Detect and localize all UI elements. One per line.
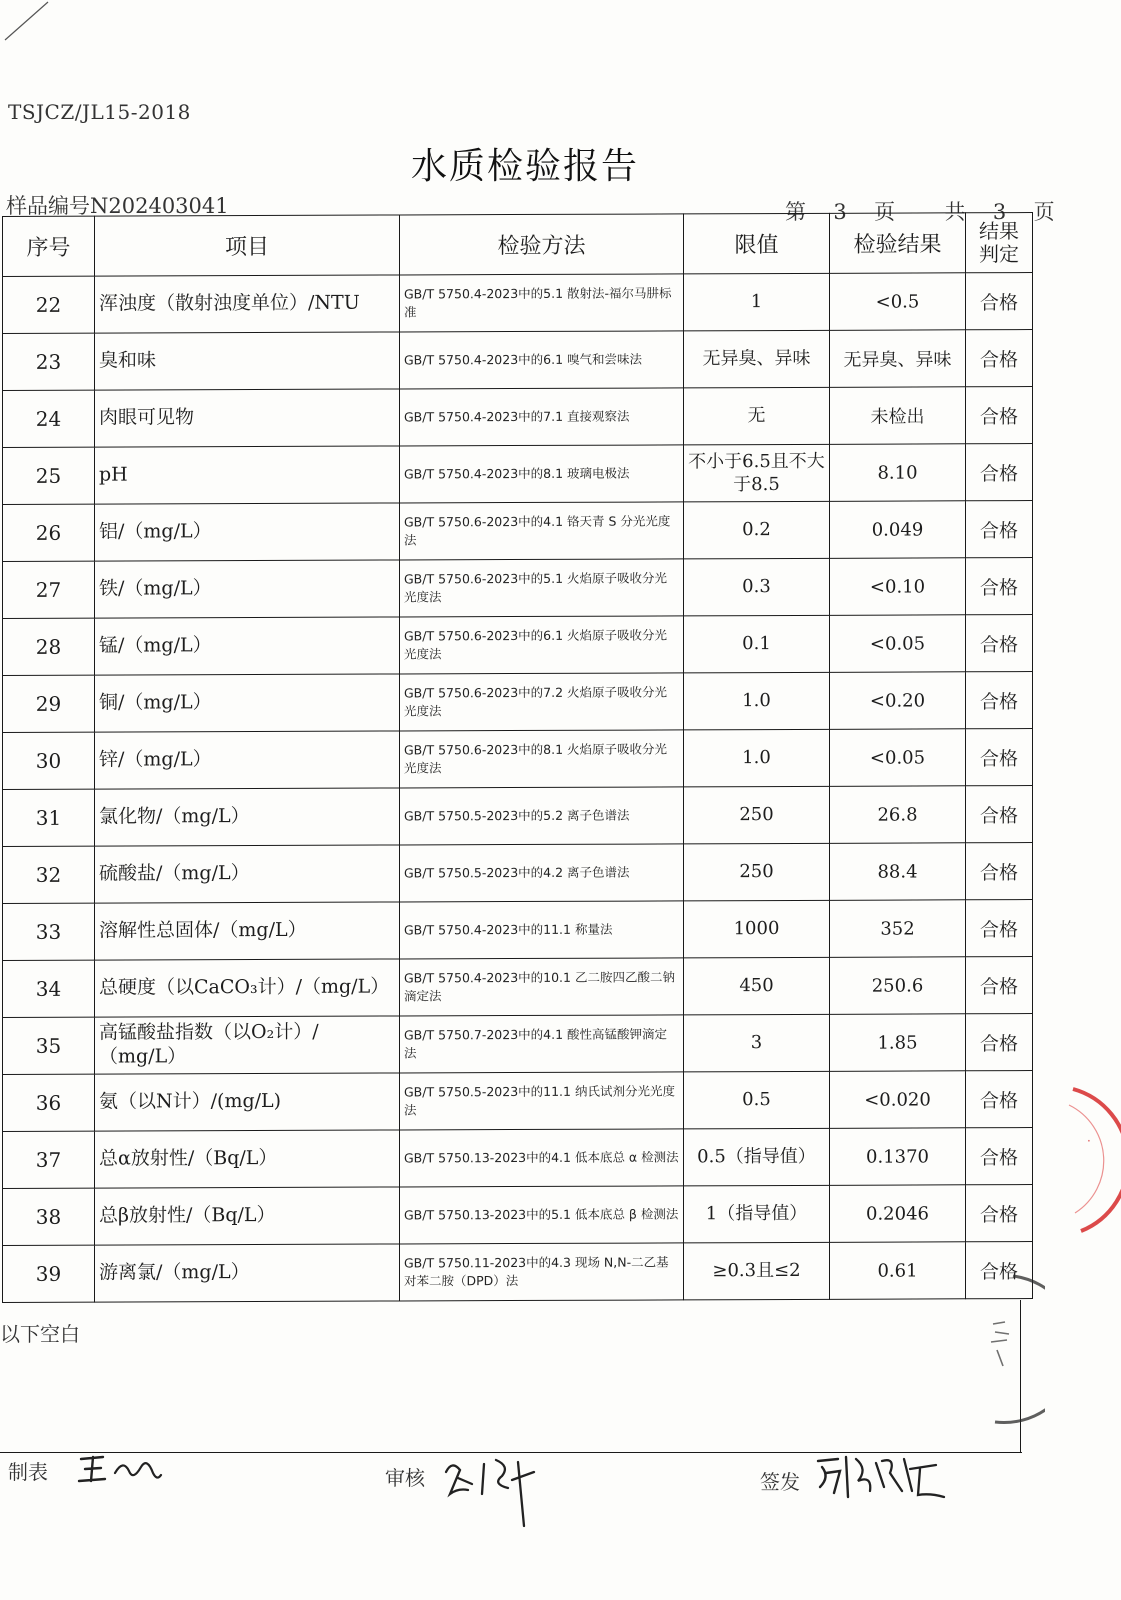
cell-item: 浑浊度（散射浊度单位）/NTU [95,275,400,333]
table-row [3,1071,1033,1132]
cell-verdict: 合格 [966,1014,1033,1071]
sample-number: 样品编号N202403041 [6,194,229,218]
cell-no: 34 [3,960,95,1017]
cell-item: 铜/（mg/L） [95,674,400,732]
cell-item: 总α放射性/（Bq/L） [95,1130,400,1188]
cell-method: GB/T 5750.5-2023中的5.2 离子色谱法 [400,787,684,845]
table-row [3,615,1033,676]
cell-verdict: 合格 [966,1242,1033,1299]
column-header-verdict: 结果判定 [966,213,1033,273]
cell-result: <0.20 [830,672,966,730]
cell-item: 总β放射性/（Bq/L） [95,1187,400,1245]
cell-limit: 1.0 [684,672,830,730]
cell-limit: 无 [684,387,830,445]
cell-method: GB/T 5750.4-2023中的8.1 玻璃电极法 [400,445,684,503]
cell-limit: 450 [684,957,830,1015]
cell-verdict: 合格 [966,843,1033,900]
cell-no: 36 [3,1074,95,1131]
cell-result: 未检出 [830,387,966,445]
cell-no: 26 [3,504,95,561]
cell-limit: 0.2 [684,501,830,559]
cell-result: 0.1370 [830,1128,966,1186]
cell-verdict: 合格 [966,900,1033,957]
red-seal-stamp [1061,1085,1121,1235]
cell-result: 88.4 [830,843,966,901]
table-row [3,501,1033,562]
cell-result: <0.020 [830,1071,966,1129]
cell-verdict: 合格 [966,1128,1033,1185]
cell-method: GB/T 5750.6-2023中的8.1 火焰原子吸收分光光度法 [400,730,684,788]
cell-method: GB/T 5750.4-2023中的6.1 嗅气和尝味法 [400,331,684,389]
table-row [3,672,1033,733]
cell-no: 39 [3,1245,95,1302]
cell-limit: 0.5（指导值） [684,1128,830,1186]
cell-item: pH [95,446,400,504]
cell-no: 28 [3,618,95,675]
cell-item: 铝/（mg/L） [95,503,400,561]
prepared-label: 制表 [8,1460,48,1484]
cell-no: 31 [3,789,95,846]
cell-item: 铁/（mg/L） [95,560,400,618]
cell-verdict: 合格 [966,957,1033,1014]
table-row [3,1014,1033,1075]
cell-item: 硫酸盐/（mg/L） [95,845,400,903]
cell-verdict: 合格 [966,330,1033,387]
blank-note: 以下空白 [0,1322,80,1346]
cell-limit: 250 [684,786,830,844]
cell-limit: 250 [684,843,830,901]
issued-signature [812,1447,952,1507]
cell-result: 26.8 [830,786,966,844]
cell-verdict: 合格 [966,729,1033,786]
seal-stamp-faded [975,1270,1045,1430]
page-title: 水质检验报告 [410,146,639,187]
cell-item: 氯化物/（mg/L） [95,788,400,846]
cell-limit: 不小于6.5且不大于8.5 [684,444,830,502]
prepared-signature [75,1445,165,1490]
cell-verdict: 合格 [966,672,1033,729]
cell-no: 35 [3,1017,95,1074]
cell-no: 24 [3,390,95,447]
cell-verdict: 合格 [966,501,1033,558]
cell-method: GB/T 5750.6-2023中的7.2 火焰原子吸收分光光度法 [400,673,684,731]
cell-result: 8.10 [830,444,966,502]
cell-method: GB/T 5750.11-2023中的4.3 现场 N,N-二乙基对苯二胺（DPD）法 [400,1243,684,1301]
cell-verdict: 合格 [966,273,1033,330]
cell-limit: 0.5 [684,1071,830,1129]
cell-method: GB/T 5750.4-2023中的7.1 直接观察法 [400,388,684,446]
page-word: 页 [874,200,896,224]
cell-result: 无异臭、异味 [830,330,966,388]
cell-method: GB/T 5750.6-2023中的6.1 火焰原子吸收分光光度法 [400,616,684,674]
reviewed-signature [438,1450,548,1530]
cell-result: 0.2046 [830,1185,966,1243]
cell-no: 29 [3,675,95,732]
cell-method: GB/T 5750.5-2023中的4.2 离子色谱法 [400,844,684,902]
table-row [3,786,1033,847]
table-row [3,1242,1033,1303]
cell-item: 游离氯/（mg/L） [95,1244,400,1302]
cell-no: 38 [3,1188,95,1245]
cell-no: 27 [3,561,95,618]
cell-verdict: 合格 [966,1071,1033,1128]
cell-method: GB/T 5750.5-2023中的11.1 纳氏试剂分光光度法 [400,1072,684,1130]
table-row [3,729,1033,790]
table-row [3,330,1033,391]
cell-item: 高锰酸盐指数（以O₂计）/（mg/L） [95,1016,400,1074]
cell-no: 22 [3,276,95,333]
table-row [3,444,1033,505]
cell-no: 30 [3,732,95,789]
cell-method: GB/T 5750.13-2023中的4.1 低本底总 α 检测法 [400,1129,684,1187]
cell-result: <0.05 [830,615,966,673]
svg-text:·: · [1087,1134,1091,1148]
corner-pen-mark [0,0,60,45]
cell-result: <0.05 [830,729,966,787]
table-row [3,273,1033,334]
page-current: 3 [833,200,847,224]
results-table [2,212,1033,1303]
cell-no: 23 [3,333,95,390]
table-row [3,1128,1033,1189]
cell-limit: 无异臭、异味 [684,330,830,388]
cell-method: GB/T 5750.6-2023中的4.1 铬天青 S 分光光度法 [400,502,684,560]
page-prefix: 第 [785,200,806,224]
cell-result: 0.61 [830,1242,966,1300]
document-code: TSJCZ/JL15-2018 [8,100,191,124]
cell-limit: 1 [684,273,830,331]
page-total-prefix: 共 [944,200,966,224]
column-header-no: 序号 [3,216,95,276]
cell-verdict: 合格 [966,387,1033,444]
table-row [3,387,1033,448]
reviewed-label: 审核 [385,1466,425,1490]
table-row [3,957,1033,1018]
table-row [3,1185,1033,1246]
cell-result: 1.85 [830,1014,966,1072]
page-total-word: 页 [1033,200,1055,224]
cell-limit: 1000 [684,900,830,958]
cell-verdict: 合格 [966,1185,1033,1242]
cell-no: 37 [3,1131,95,1188]
cell-result: <0.10 [830,558,966,616]
cell-item: 氨（以N计）/(mg/L) [95,1073,400,1131]
table-row [3,843,1033,904]
cell-no: 32 [3,846,95,903]
cell-limit: 3 [684,1014,830,1072]
cell-method: GB/T 5750.4-2023中的10.1 乙二胺四乙酸二钠滴定法 [400,958,684,1016]
page-total: 3 [992,200,1007,224]
cell-limit: ≥0.3且≤2 [684,1242,830,1300]
cell-limit: 1（指导值） [684,1185,830,1243]
cell-item: 锌/（mg/L） [95,731,400,789]
cell-method: GB/T 5750.6-2023中的5.1 火焰原子吸收分光光度法 [400,559,684,617]
cell-method: GB/T 5750.4-2023中的5.1 散射法-福尔马肼标准 [400,274,684,332]
cell-verdict: 合格 [966,615,1033,672]
column-header-method: 检验方法 [400,214,684,275]
cell-limit: 0.1 [684,615,830,673]
cell-method: GB/T 5750.4-2023中的11.1 称量法 [400,901,684,959]
cell-result: 250.6 [830,957,966,1015]
cell-verdict: 合格 [966,444,1033,501]
cell-item: 溶解性总固体/（mg/L） [95,902,400,960]
cell-item: 锰/（mg/L） [95,617,400,675]
cell-item: 臭和味 [95,332,400,390]
cell-no: 25 [3,447,95,504]
column-header-item: 项目 [95,215,400,276]
cell-verdict: 合格 [966,558,1033,615]
cell-result: 0.049 [830,501,966,559]
table-row [3,558,1033,619]
cell-result: <0.5 [830,273,966,331]
cell-verdict: 合格 [966,786,1033,843]
cell-limit: 1.0 [684,729,830,787]
cell-method: GB/T 5750.7-2023中的4.1 酸性高锰酸钾滴定法 [400,1015,684,1073]
cell-method: GB/T 5750.13-2023中的5.1 低本底总 β 检测法 [400,1186,684,1244]
column-header-result: 检验结果 [830,213,966,274]
cell-result: 352 [830,900,966,958]
cell-item: 总硬度（以CaCO₃计）/（mg/L） [95,959,400,1017]
cell-item: 肉眼可见物 [95,389,400,447]
column-header-limit: 限值 [684,213,830,274]
issued-label: 签发 [760,1470,800,1494]
table-header-row [3,213,1033,277]
cell-no: 33 [3,903,95,960]
table-row [3,900,1033,961]
cell-limit: 0.3 [684,558,830,616]
